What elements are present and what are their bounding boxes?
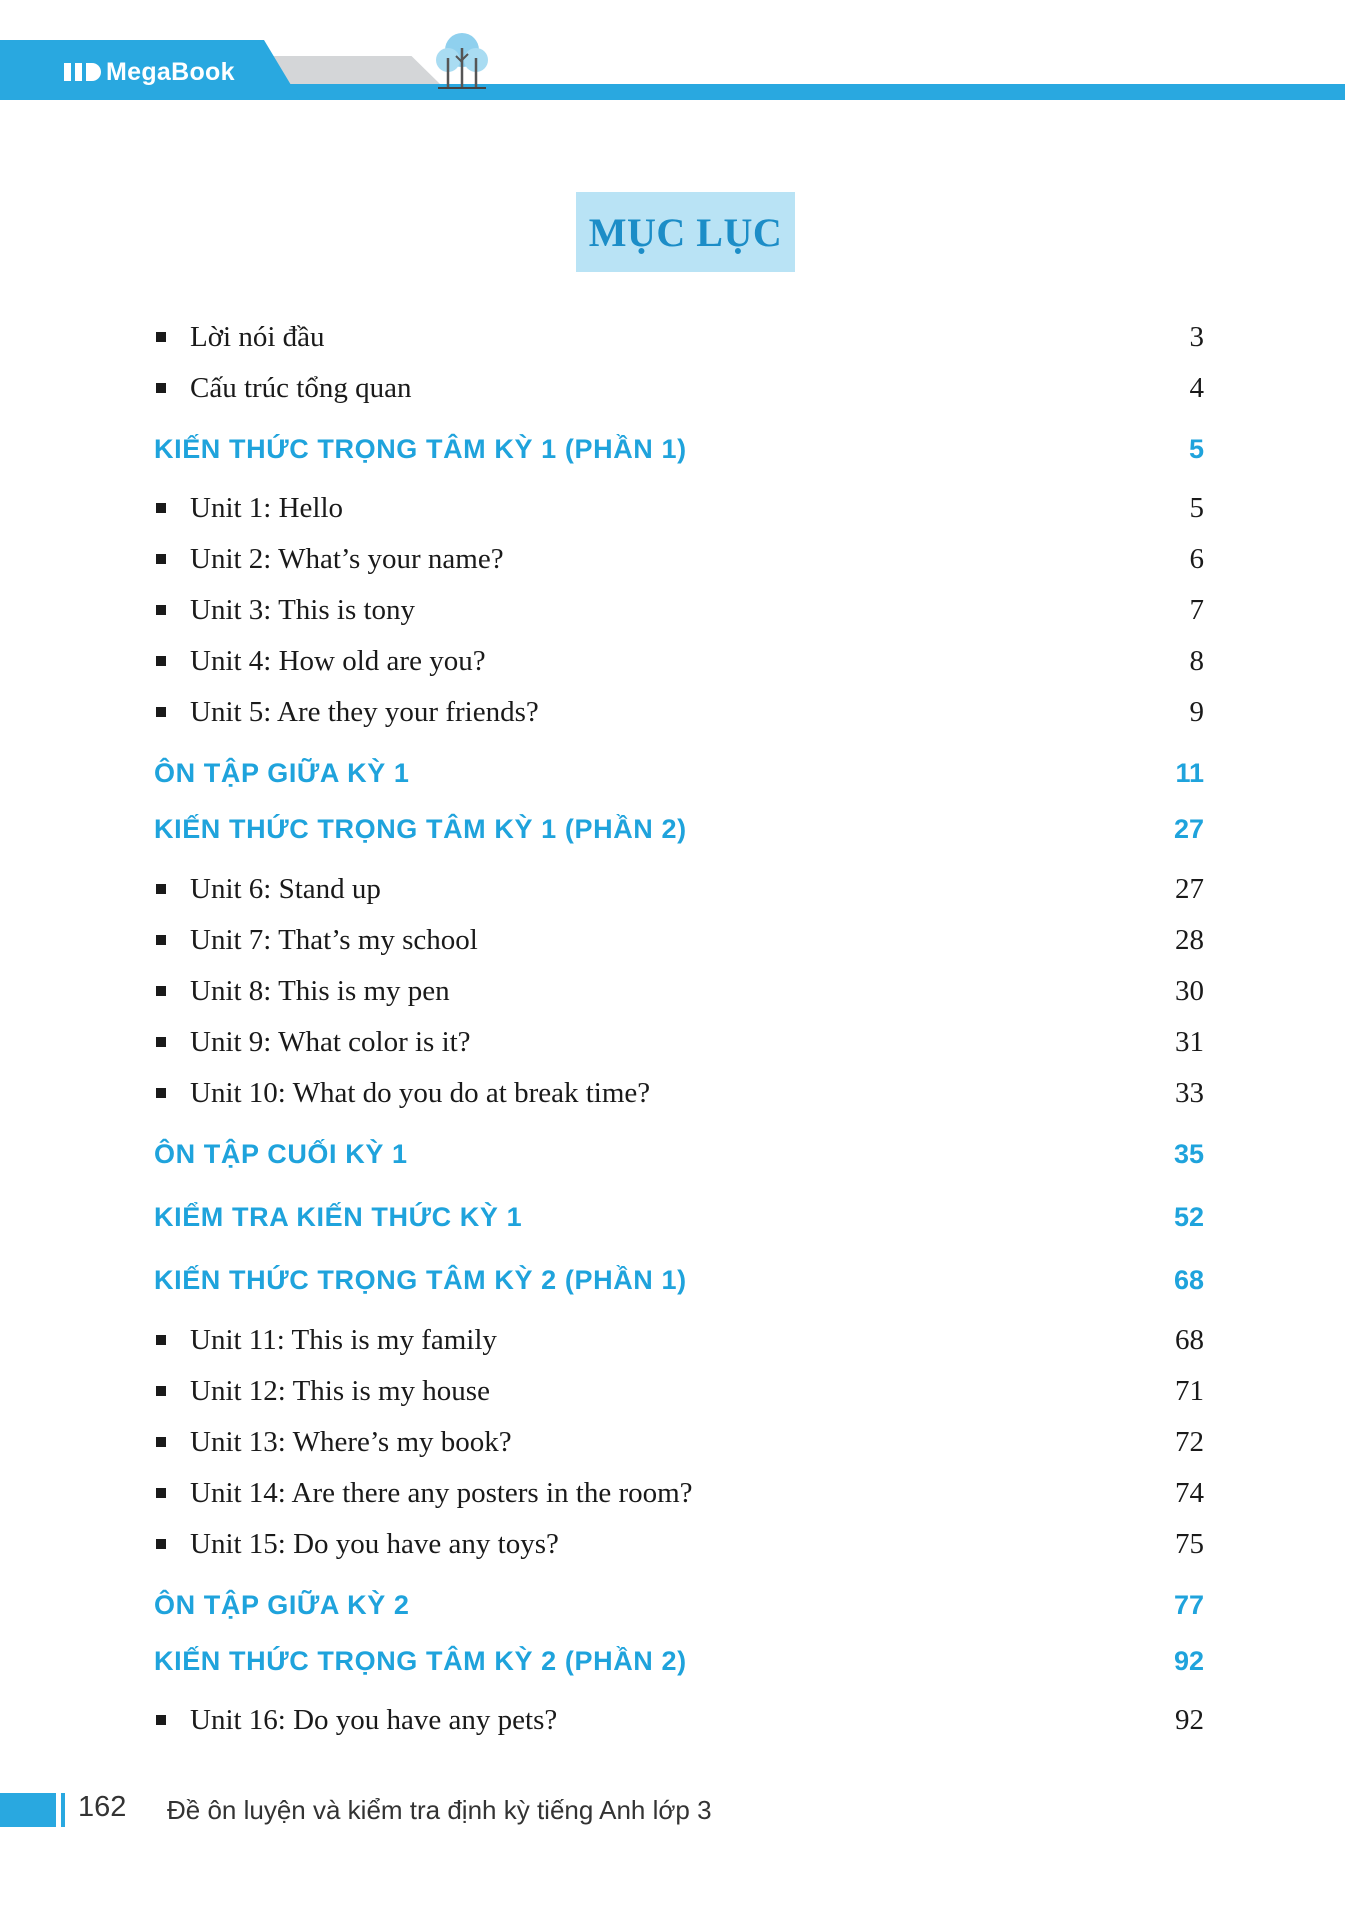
- toc-entry-page: 71: [1175, 1374, 1204, 1407]
- bullet-icon: [156, 1088, 166, 1098]
- toc-entry-label: Unit 7: That’s my school: [190, 923, 478, 956]
- toc-entry-page: 31: [1175, 1025, 1204, 1058]
- page-title: MỤC LỤC: [588, 209, 783, 255]
- toc-entry-page: 92: [1173, 1645, 1204, 1676]
- bullet-icon: [156, 1488, 166, 1498]
- toc-item: [154, 968, 1204, 1014]
- toc-item: [154, 485, 1204, 531]
- toc-entry-label: KIẾN THỨC TRỌNG TÂM KỲ 2 (PHẦN 2): [154, 1645, 687, 1676]
- toc-item: [154, 638, 1204, 684]
- bullet-icon: [156, 1715, 166, 1725]
- toc-item: [154, 1070, 1204, 1116]
- toc-entry-label: Unit 9: What color is it?: [190, 1025, 471, 1058]
- bullet-icon: [156, 1386, 166, 1396]
- bullet-icon: [156, 1539, 166, 1549]
- toc-entry-page: 75: [1175, 1527, 1204, 1560]
- toc-section-heading: [154, 1582, 1204, 1628]
- toc-section-heading: [154, 1257, 1204, 1303]
- toc-entry-page: 5: [1189, 491, 1204, 524]
- toc-item: [154, 1470, 1204, 1516]
- toc-entry-page: 5: [1188, 433, 1204, 464]
- toc-entry-label: Lời nói đầu: [190, 320, 325, 353]
- toc-entry-page: 8: [1189, 644, 1204, 677]
- toc-entry-page: 28: [1175, 923, 1204, 956]
- bullet-icon: [156, 383, 166, 393]
- toc-title-box: [576, 192, 795, 272]
- toc-entry-page: 7: [1189, 593, 1204, 626]
- toc-item: [154, 689, 1204, 735]
- toc-section-heading: [154, 426, 1204, 472]
- toc-entry-label: Unit 10: What do you do at break time?: [190, 1076, 651, 1109]
- toc-entry-page: 77: [1173, 1589, 1204, 1620]
- bullet-icon: [156, 656, 166, 666]
- toc-item: [154, 917, 1204, 963]
- bullet-icon: [156, 986, 166, 996]
- bullet-icon: [156, 332, 166, 342]
- toc-entry-page: 68: [1175, 1323, 1204, 1356]
- toc-item: [154, 1521, 1204, 1567]
- toc-entry-label: ÔN TẬP GIỮA KỲ 1: [154, 757, 410, 788]
- toc-section-heading: [154, 750, 1204, 796]
- toc-item: [154, 1697, 1204, 1743]
- toc-entry-page: 11: [1175, 757, 1204, 788]
- toc-entry-page: 74: [1175, 1476, 1204, 1509]
- footer-book-title: Đề ôn luyện và kiểm tra định kỳ tiếng Anh lớp 3: [167, 1795, 712, 1825]
- toc-entry-label: Unit 12: This is my house: [190, 1374, 490, 1407]
- bullet-icon: [156, 1335, 166, 1345]
- toc-entry-page: 35: [1173, 1138, 1204, 1169]
- bullet-icon: [156, 1437, 166, 1447]
- footer-page-number: 162: [78, 1791, 127, 1823]
- toc-item: [154, 1419, 1204, 1465]
- toc-entry-label: Unit 2: What’s your name?: [190, 542, 504, 575]
- toc-entry-label: Unit 11: This is my family: [190, 1323, 497, 1356]
- bullet-icon: [156, 503, 166, 513]
- footer-divider: [61, 1793, 65, 1827]
- toc-item: [154, 866, 1204, 912]
- bullet-icon: [156, 605, 166, 615]
- toc-item: [154, 536, 1204, 582]
- brand-logo: [64, 56, 235, 88]
- toc-entry-page: 9: [1189, 695, 1204, 728]
- toc-item: [154, 314, 1204, 360]
- toc-entry-page: 4: [1189, 371, 1204, 404]
- toc-item: [154, 1019, 1204, 1065]
- toc-section-heading: [154, 1131, 1204, 1177]
- toc-entry-label: Unit 3: This is tony: [190, 593, 416, 626]
- toc-item: [154, 587, 1204, 633]
- toc-section-heading: [154, 806, 1204, 852]
- bullet-icon: [156, 1037, 166, 1047]
- toc-entry-label: Unit 14: Are there any posters in the room?: [190, 1476, 693, 1509]
- toc-entry-label: Unit 13: Where’s my book?: [190, 1425, 512, 1458]
- toc-entry-page: 6: [1189, 542, 1204, 575]
- bullet-icon: [156, 884, 166, 894]
- brand-name: MegaBook: [106, 57, 235, 86]
- toc-entry-page: 33: [1175, 1076, 1204, 1109]
- toc-entry-page: 3: [1189, 320, 1204, 353]
- toc-entry-label: Unit 8: This is my pen: [190, 974, 450, 1007]
- megabook-mark-icon: [64, 61, 102, 83]
- toc-entry-label: KIẾN THỨC TRỌNG TÂM KỲ 1 (PHẦN 1): [154, 433, 687, 464]
- toc-entry-label: Unit 15: Do you have any toys?: [190, 1527, 559, 1560]
- toc-item: [154, 1368, 1204, 1414]
- toc-entry-label: Unit 6: Stand up: [190, 872, 381, 905]
- toc-entry-label: ÔN TẬP GIỮA KỲ 2: [154, 1589, 410, 1620]
- toc-entry-label: Cấu trúc tổng quan: [190, 371, 412, 404]
- toc-entry-label: KIỂM TRA KIẾN THỨC KỲ 1: [154, 1201, 523, 1232]
- toc-entry-page: 52: [1173, 1201, 1204, 1232]
- footer-accent-bar: [0, 1793, 56, 1827]
- toc-entry-page: 27: [1173, 813, 1204, 844]
- toc-entry-label: KIẾN THỨC TRỌNG TÂM KỲ 1 (PHẦN 2): [154, 813, 687, 844]
- bullet-icon: [156, 935, 166, 945]
- toc-item: [154, 365, 1204, 411]
- toc-entry-page: 27: [1175, 872, 1204, 905]
- bullet-icon: [156, 554, 166, 564]
- toc-entry-page: 92: [1175, 1703, 1204, 1736]
- toc-entry-page: 68: [1173, 1264, 1204, 1295]
- toc-entry-label: KIẾN THỨC TRỌNG TÂM KỲ 2 (PHẦN 1): [154, 1264, 687, 1295]
- toc-entry-page: 72: [1175, 1425, 1204, 1458]
- toc-section-heading: [154, 1638, 1204, 1684]
- toc-entry-label: Unit 1: Hello: [190, 491, 344, 524]
- toc-item: [154, 1317, 1204, 1363]
- toc-entry-label: Unit 16: Do you have any pets?: [190, 1703, 558, 1736]
- toc-entry-label: Unit 4: How old are you?: [190, 644, 486, 677]
- toc-section-heading: [154, 1194, 1204, 1240]
- trees-icon: [432, 30, 492, 92]
- toc-entry-label: Unit 5: Are they your friends?: [190, 695, 539, 728]
- toc-entry-label: ÔN TẬP CUỐI KỲ 1: [154, 1138, 408, 1169]
- bullet-icon: [156, 707, 166, 717]
- toc-entry-page: 30: [1175, 974, 1204, 1007]
